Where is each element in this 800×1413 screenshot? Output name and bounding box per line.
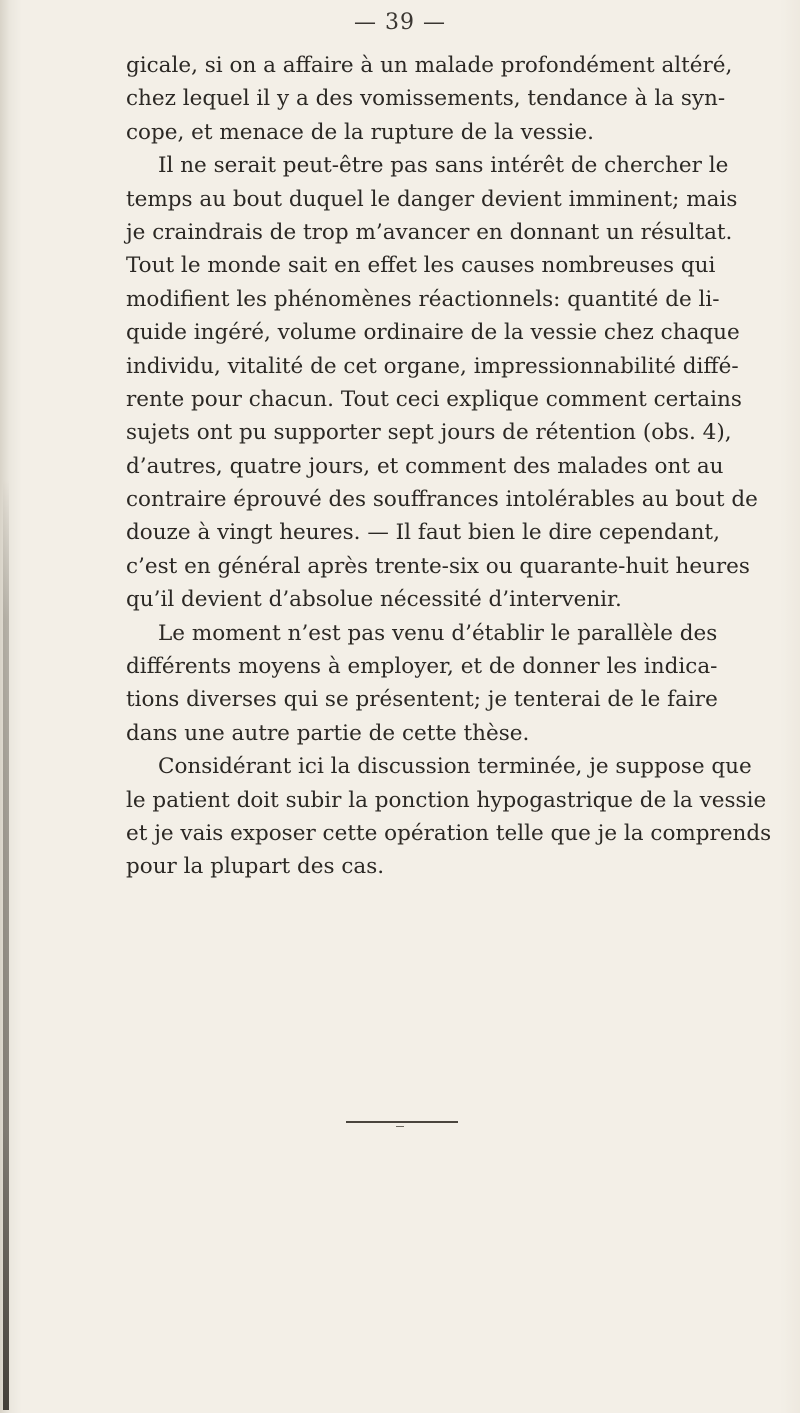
text-line: temps au bout duquel le danger devient imminent; mais — [126, 186, 738, 212]
text-line: tions diverses qui se présentent; je tenterai de le faire — [126, 687, 718, 713]
text-line: contraire éprouvé des souffrances intolérables au bout de — [126, 487, 758, 513]
text-line: qu’il devient d’absolue nécessité d’intervenir. — [126, 587, 622, 613]
text-line: cope, et menace de la rupture de la vessie. — [126, 119, 594, 145]
text-line: c’est en général après trente-six ou quarante-huit heures — [126, 553, 750, 579]
text-line: sujets ont pu supporter sept jours de rétention (obs. 4), — [126, 420, 732, 446]
text-line: le patient doit subir la ponction hypogastrique de la vessie — [126, 787, 767, 813]
text-line: modifient les phénomènes réactionnels: quantité de li- — [126, 286, 720, 312]
text-line: Il ne serait peut-être pas sans intérêt de chercher le — [158, 153, 729, 179]
text-line: chez lequel il y a des vomissements, tendance à la syn- — [126, 86, 726, 112]
text-line: d’autres, quatre jours, et comment des malades ont au — [126, 453, 724, 479]
text-line: douze à vingt heures. — Il faut bien le dire cependant, — [126, 520, 720, 546]
section-end-rule-mark — [396, 1126, 404, 1127]
text-line: pour la plupart des cas. — [126, 854, 385, 880]
text-line: gicale, si on a affaire à un malade profondément altéré, — [126, 53, 733, 78]
text-line: quide ingéré, volume ordinaire de la vessie chez chaque — [126, 320, 740, 346]
text-line: individu, vitalité de cet organe, impressionnabilité diffé- — [126, 353, 739, 379]
section-end-rule — [346, 1121, 458, 1123]
text-line: Tout le monde sait en effet les causes nombreuses qui — [126, 253, 716, 279]
text-line: et je vais exposer cette opération telle que je la comprends — [126, 820, 772, 846]
page-number: — 39 — — [354, 10, 446, 35]
body-text — [126, 49, 772, 884]
text-line: Considérant ici la discussion terminée, je suppose que — [158, 754, 752, 780]
text-line: Le moment n’est pas venu d’établir le parallèle des — [158, 620, 718, 646]
text-line: différents moyens à employer, et de donner les indica- — [126, 654, 718, 680]
text-line: je craindrais de trop m’avancer en donnant un résultat. — [126, 219, 733, 245]
binding-shadow — [3, 480, 9, 1410]
text-line: dans une autre partie de cette thèse. — [126, 720, 530, 746]
text-line: rente pour chacun. Tout ceci explique comment certains — [126, 386, 742, 412]
